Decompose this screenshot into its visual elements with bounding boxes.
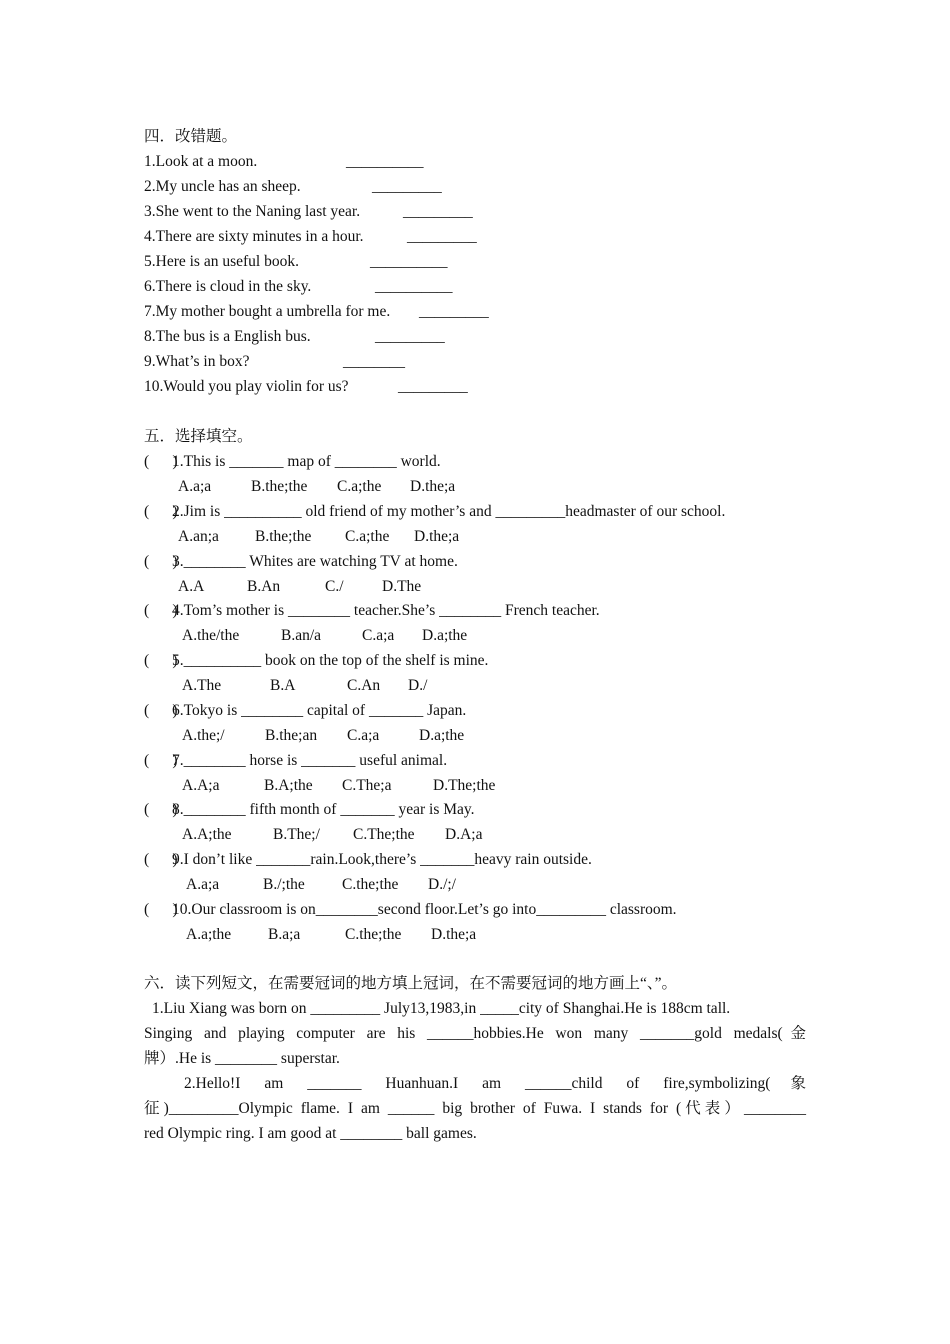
option-b: B.A — [270, 677, 296, 694]
option-a: A.a;a — [178, 478, 212, 495]
option-b: B.The;/ — [273, 826, 320, 843]
correction-item — [144, 202, 360, 222]
correction-sentence: 2.My uncle has an sheep. — [144, 178, 301, 195]
answer-bracket: ( ) — [144, 851, 178, 868]
option-d: D.the;a — [414, 528, 460, 545]
correction-item — [144, 227, 364, 247]
option-a: A.A;a — [182, 777, 220, 794]
correction-sentence: 4.There are sixty minutes in a hour. — [144, 228, 364, 245]
option-a: A.a;a — [186, 876, 220, 893]
option-b: B.the;an — [265, 727, 318, 744]
correction-sentence: 6.There is cloud in the sky. — [144, 278, 312, 295]
section5-heading: 五．选择填空。 — [144, 428, 253, 445]
option-c: C.a;the — [345, 528, 390, 545]
answer-bracket: ( ) — [144, 453, 178, 470]
option-b: B.an/a — [281, 627, 322, 644]
option-c: C.The;the — [353, 826, 415, 843]
correction-item — [144, 277, 311, 297]
answer-blank: _________ — [372, 178, 442, 195]
option-d: D.the;a — [431, 926, 477, 943]
answer-blank: _________ — [375, 328, 445, 345]
answer-blank: __________ — [375, 278, 453, 295]
answer-blank: __________ — [346, 153, 424, 170]
answer-bracket: ( ) — [144, 801, 178, 818]
answer-bracket: ( ) — [144, 503, 178, 520]
question-stem: 4.Tom’s mother is ________ teacher.She’s ________ French teacher. — [172, 602, 600, 619]
answer-blank: _________ — [407, 228, 477, 245]
option-d: D.The — [382, 578, 422, 595]
correction-sentence: 7.My mother bought a umbrella for me. — [144, 303, 391, 320]
option-b: B.An — [247, 578, 281, 595]
answer-bracket: ( ) — [144, 652, 178, 669]
correction-item — [144, 352, 249, 372]
correction-item — [144, 377, 349, 397]
answer-blank: _________ — [398, 378, 468, 395]
passage1-line: 牌）.He is ________ superstar. — [144, 1050, 340, 1067]
option-d: D.the;a — [410, 478, 456, 495]
correction-sentence: 10.Would you play violin for us? — [144, 378, 349, 395]
option-a: A.the/the — [182, 627, 240, 644]
correction-item — [144, 327, 311, 347]
option-a: A.an;a — [178, 528, 219, 545]
option-d: D.a;the — [422, 627, 468, 644]
option-a: A.the;/ — [182, 727, 225, 744]
correction-sentence: 8.The bus is a English bus. — [144, 328, 311, 345]
question-stem: 9.I don’t like _______rain.Look,there’s _______heavy rain outside. — [172, 851, 592, 868]
question-stem: 3.________ Whites are watching TV at home. — [172, 553, 458, 570]
option-d: D.a;the — [419, 727, 465, 744]
question-stem: 6.Tokyo is ________ capital of _______ Japan. — [172, 702, 467, 719]
option-a: A.A;the — [182, 826, 232, 843]
question-stem: 2.Jim is __________ old friend of my mother’s and _________headmaster of our school. — [172, 503, 726, 520]
option-a: A.a;the — [186, 926, 232, 943]
option-d: D./ — [408, 677, 428, 694]
option-d: D.The;the — [433, 777, 496, 794]
section6-heading: 六．读下列短文，在需要冠词的地方填上冠词，在不需要冠词的地方画上“、”。 — [144, 975, 678, 992]
option-c: C.a;a — [362, 627, 395, 644]
answer-blank: _________ — [403, 203, 473, 220]
option-a: A.The — [182, 677, 222, 694]
answer-blank: _________ — [419, 303, 489, 320]
option-c: C.the;the — [342, 876, 399, 893]
passage1-line: Singing and playing computer are his ______hobbies.He won many _______gold medals(金 — [144, 1025, 806, 1042]
option-b: B.a;a — [268, 926, 301, 943]
option-d: D./;/ — [428, 876, 456, 893]
question-stem: 8.________ fifth month of _______ year is May. — [172, 801, 475, 818]
passage1-line: 1.Liu Xiang was born on _________ July13,1983,in _____city of Shanghai.He is 188cm tall. — [152, 1000, 731, 1017]
passage2-line: 2.Hello!I am _______ Huanhuan.I am ______child of fire,symbolizing(象 — [184, 1075, 806, 1092]
option-b: B.the;the — [255, 528, 312, 545]
option-c: C.a;a — [347, 727, 380, 744]
answer-blank: __________ — [370, 253, 448, 270]
correction-sentence: 1.Look at a moon. — [144, 153, 258, 170]
question-stem: 1.This is _______ map of ________ world. — [172, 453, 441, 470]
option-b: B.A;the — [264, 777, 313, 794]
correction-item — [144, 152, 257, 172]
option-a: A.A — [178, 578, 205, 595]
answer-bracket: ( ) — [144, 553, 178, 570]
option-b: B.the;the — [251, 478, 308, 495]
option-c: C./ — [325, 578, 344, 595]
correction-item — [144, 177, 301, 197]
answer-blank: ________ — [343, 353, 405, 370]
correction-item — [144, 252, 299, 272]
option-c: C.the;the — [345, 926, 402, 943]
option-d: D.A;a — [445, 826, 483, 843]
question-stem: 7.________ horse is _______ useful animal. — [172, 752, 448, 769]
correction-item — [144, 302, 390, 322]
option-c: C.The;a — [342, 777, 392, 794]
question-stem: 5.__________ book on the top of the shelf is mine. — [172, 652, 489, 669]
option-c: C.An — [347, 677, 381, 694]
passage2-line: 征)_________Olympic flame. I am ______ big brother of Fuwa. I stands for (代表）________ — [144, 1100, 806, 1117]
answer-bracket: ( ) — [144, 752, 178, 769]
answer-bracket: ( ) — [144, 901, 178, 918]
correction-sentence: 3.She went to the Naning last year. — [144, 203, 361, 220]
answer-bracket: ( ) — [144, 702, 178, 719]
question-stem: 10.Our classroom is on________second floor.Let’s go into_________ classroom. — [172, 901, 677, 918]
section4-heading: 四．改错题。 — [144, 128, 238, 145]
correction-sentence: 9.What’s in box? — [144, 353, 250, 370]
answer-bracket: ( ) — [144, 602, 178, 619]
correction-sentence: 5.Here is an useful book. — [144, 253, 299, 270]
option-c: C.a;the — [337, 478, 382, 495]
passage2-line: red Olympic ring. I am good at ________ ball games. — [144, 1125, 477, 1142]
option-b: B./;the — [263, 876, 305, 893]
